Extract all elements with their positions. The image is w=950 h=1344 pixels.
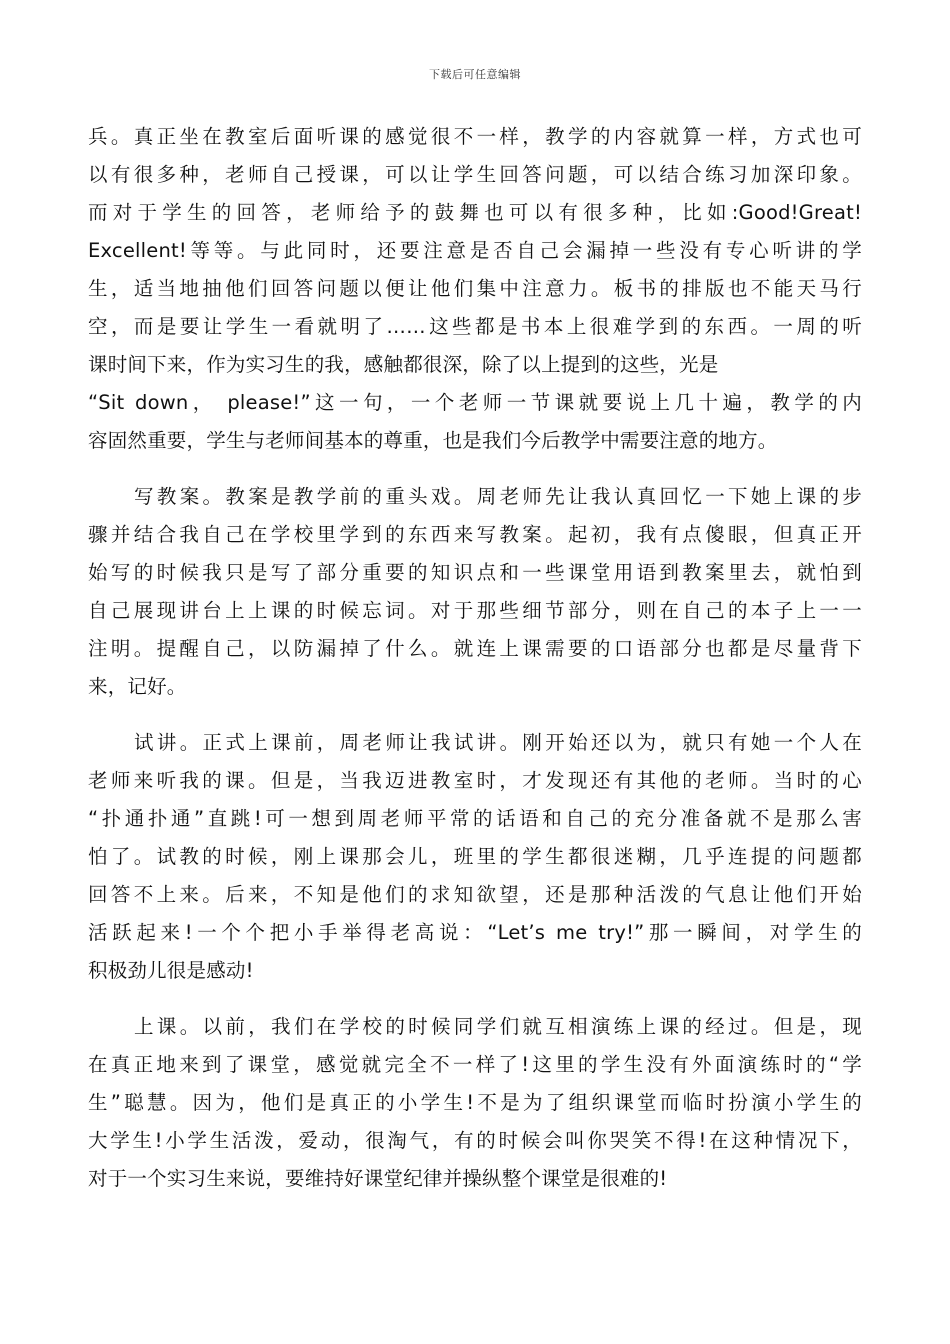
text-line: 骤并结合我自己在学校里学到的东西来写教案。起初，我有点傻眼，但真正开	[88, 523, 862, 546]
text-line: 对于一个实习生来说，要维持好课堂纪律并操纵整个课堂是很难的!	[88, 1167, 668, 1190]
text-line: 回答不上来。后来，不知是他们的求知欲望，还是那种活泼的气息让他们开始	[88, 883, 862, 906]
document-body	[88, 118, 862, 1198]
paragraph-trial-lecture	[88, 724, 862, 990]
text-line: 怕了。试教的时候，刚上课那会儿，班里的学生都很迷糊，几乎连提的问题都	[88, 845, 862, 868]
text-line: 兵。真正坐在教室后面听课的感觉很不一样，教学的内容就算一样，方式也可	[88, 125, 862, 148]
text-line: 始写的时候我只是写了部分重要的知识点和一些课堂用语到教案里去，就怕到	[88, 561, 862, 584]
text-line: 生”聪慧。因为，他们是真正的小学生!不是为了组织课堂而临时扮演小学生的	[88, 1091, 862, 1114]
paragraph-listening	[88, 118, 862, 460]
text-line: 课时间下来，作为实习生的我，感触都很深，除了以上提到的这些，光是	[88, 353, 719, 376]
paragraph-lesson-plan	[88, 478, 862, 706]
text-line: 写教案。教案是教学前的重头戏。周老师先让我认真回忆一下她上课的步	[134, 485, 862, 508]
text-line: 空，而是要让学生一看就明了……这些都是书本上很难学到的东西。一周的听	[88, 315, 862, 338]
text-line: 大学生!小学生活泼，爱动，很淘气，有的时候会叫你哭笑不得!在这种情况下，	[88, 1129, 862, 1152]
text-line: 试讲。正式上课前，周老师让我试讲。刚开始还以为，就只有她一个人在	[134, 731, 862, 754]
text-line: 自己展现讲台上上课的时候忘词。对于那些细节部分，则在自己的本子上一一	[88, 599, 862, 622]
text-line: 在真正地来到了课堂，感觉就完全不一样了!这里的学生没有外面演练时的“学	[88, 1053, 862, 1076]
paragraph-class	[88, 1008, 862, 1198]
text-line: Excellent!等等。与此同时，还要注意是否自己会漏掉一些没有专心听讲的学	[88, 239, 862, 262]
text-line: 活跃起来!一个个把小手举得老高说：“Let’s me try!”那一瞬间，对学生的	[88, 921, 862, 944]
text-line: 以有很多种，老师自己授课，可以让学生回答问题，可以结合练习加深印象。	[88, 163, 862, 186]
page-header: 下载后可任意编辑	[429, 68, 521, 81]
text-line: 上课。以前，我们在学校的时候同学们就互相演练上课的经过。但是，现	[134, 1015, 862, 1038]
text-line: 生，适当地抽他们回答问题以便让他们集中注意力。板书的排版也不能天马行	[88, 277, 862, 300]
text-line: 而对于学生的回答，老师给予的鼓舞也可以有很多种，比如:Good!Great!	[88, 201, 862, 224]
text-line: “扑通扑通”直跳!可一想到周老师平常的话语和自己的充分准备就不是那么害	[88, 807, 862, 830]
text-line: “Sit down， please!”这一句，一个老师一节课就要说上几十遍，教学的内	[88, 391, 862, 414]
text-line: 容固然重要，学生与老师间基本的尊重，也是我们今后教学中需要注意的地方。	[88, 429, 778, 452]
text-line: 注明。提醒自己，以防漏掉了什么。就连上课需要的口语部分也都是尽量背下	[88, 637, 862, 660]
text-line: 积极劲儿很是感动!	[88, 959, 254, 982]
text-line: 来，记好。	[88, 675, 187, 698]
text-line: 老师来听我的课。但是，当我迈进教室时，才发现还有其他的老师。当时的心	[88, 769, 862, 792]
